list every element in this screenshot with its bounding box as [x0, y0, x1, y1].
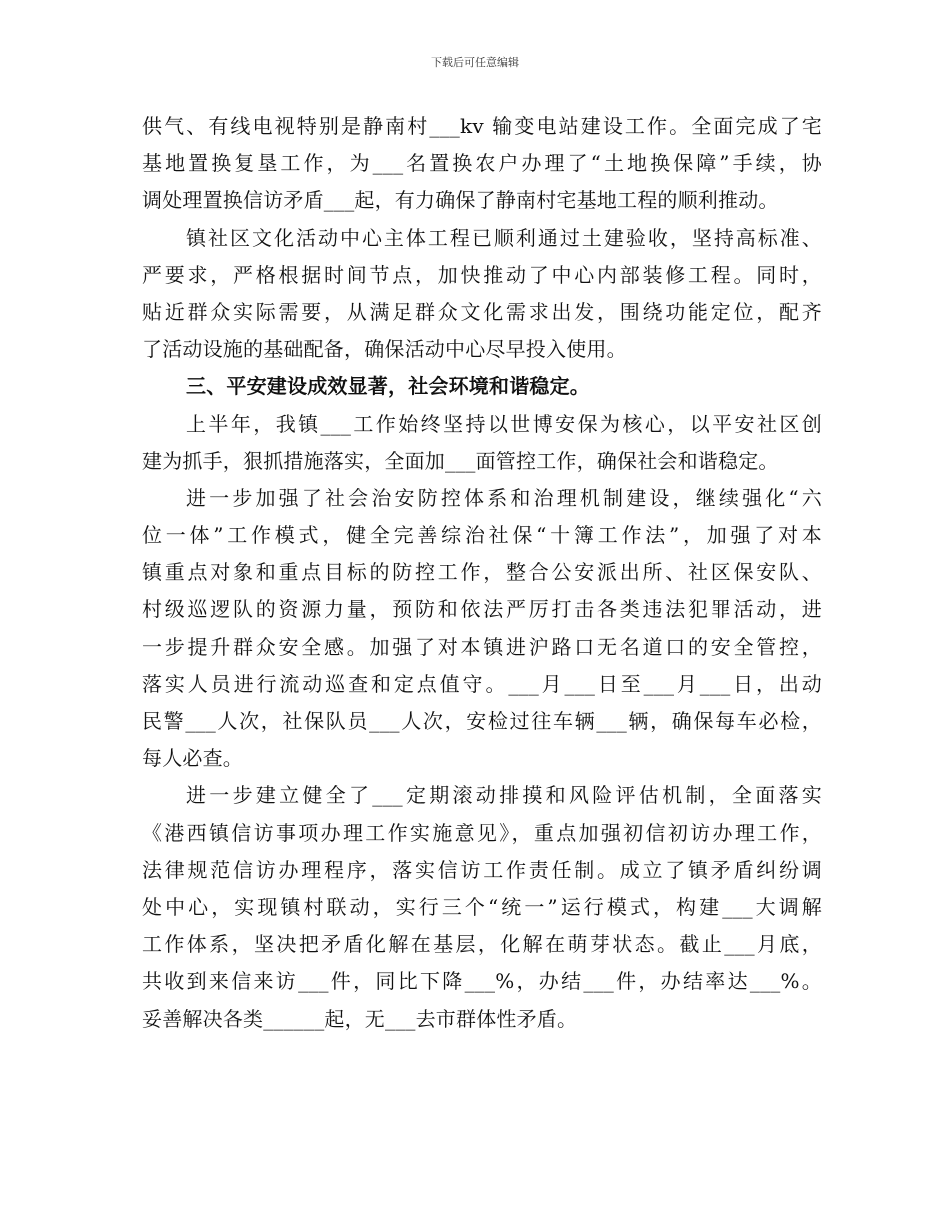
paragraph-line: 每人必查。	[142, 746, 243, 771]
paragraph-line: 落实人员进行流动巡查和定点值守。___月___日至___月___日，出动	[142, 671, 822, 696]
paragraph-line: 镇重点对象和重点目标的防控工作，整合公安派出所、社区保安队、	[142, 560, 822, 585]
paragraph-line: 一步提升群众安全感。加强了对本镇进沪路口无名道口的安全管控，	[142, 634, 822, 659]
paragraph-line: 严要求，严格根据时间节点，加快推动了中心内部装修工程。同时，	[142, 262, 822, 287]
paragraph-line: 处中心，实现镇村联动，实行三个“统一”运行模式，构建___大调解	[142, 894, 822, 919]
paragraph-line: 民警___人次，社保队员___人次，安检过往车辆___辆，确保每车必检，	[142, 709, 822, 733]
document-body	[142, 108, 822, 1038]
paragraph-line: 位一体”工作模式，健全完善综治社保“十簿工作法”，加强了对本	[142, 523, 822, 548]
section-heading: 三、平安建设成效显著，社会环境和谐稳定。	[186, 374, 590, 399]
paragraph-line: 贴近群众实际需要，从满足群众文化需求出发，围绕功能定位，配齐	[142, 299, 822, 324]
paragraph-line: 镇社区文化活动中心主体工程已顺利通过土建验收，坚持高标准、	[186, 225, 822, 250]
paragraph-line: 《港西镇信访事项办理工作实施意见》，重点加强初信初访办理工作，	[142, 820, 822, 845]
paragraph-line: 法律规范信访办理程序，落实信访工作责任制。成立了镇矛盾纠纷调	[142, 857, 822, 882]
paragraph-line: 建为抓手，狠抓措施落实，全面加___面管控工作，确保社会和谐稳定。	[142, 448, 779, 473]
page-header: 下载后可任意编辑	[431, 56, 519, 69]
paragraph-line: 共收到来信来访___件，同比下降___%，办结___件，办结率达___%。	[142, 969, 822, 994]
paragraph-line: 供气、有线电视特别是静南村___kv 输变电站建设工作。全面完成了宅	[142, 114, 822, 138]
paragraph-line: 进一步建立健全了___定期滚动排摸和风险评估机制，全面落实	[186, 783, 822, 808]
paragraph-line: 调处理置换信访矛盾___起，有力确保了静南村宅基地工程的顺利推动。	[142, 188, 779, 213]
paragraph-line: 工作体系，坚决把矛盾化解在基层，化解在萌芽状态。截止___月底，	[142, 932, 822, 957]
paragraph-line: 上半年，我镇___工作始终坚持以世博安保为核心，以平安社区创	[186, 411, 822, 436]
paragraph-line: 村级巡逻队的资源力量，预防和依法严厉打击各类违法犯罪活动，进	[142, 597, 822, 622]
paragraph-line: 进一步加强了社会治安防控体系和治理机制建设，继续强化“六	[186, 485, 822, 510]
paragraph-line: 了活动设施的基础配备，确保活动中心尽早投入使用。	[142, 337, 627, 362]
paragraph-line: 基地置换复垦工作，为___名置换农户办理了“土地换保障”手续，协	[142, 151, 822, 176]
paragraph-line: 妥善解决各类______起，无___去市群体性矛盾。	[142, 1006, 578, 1031]
